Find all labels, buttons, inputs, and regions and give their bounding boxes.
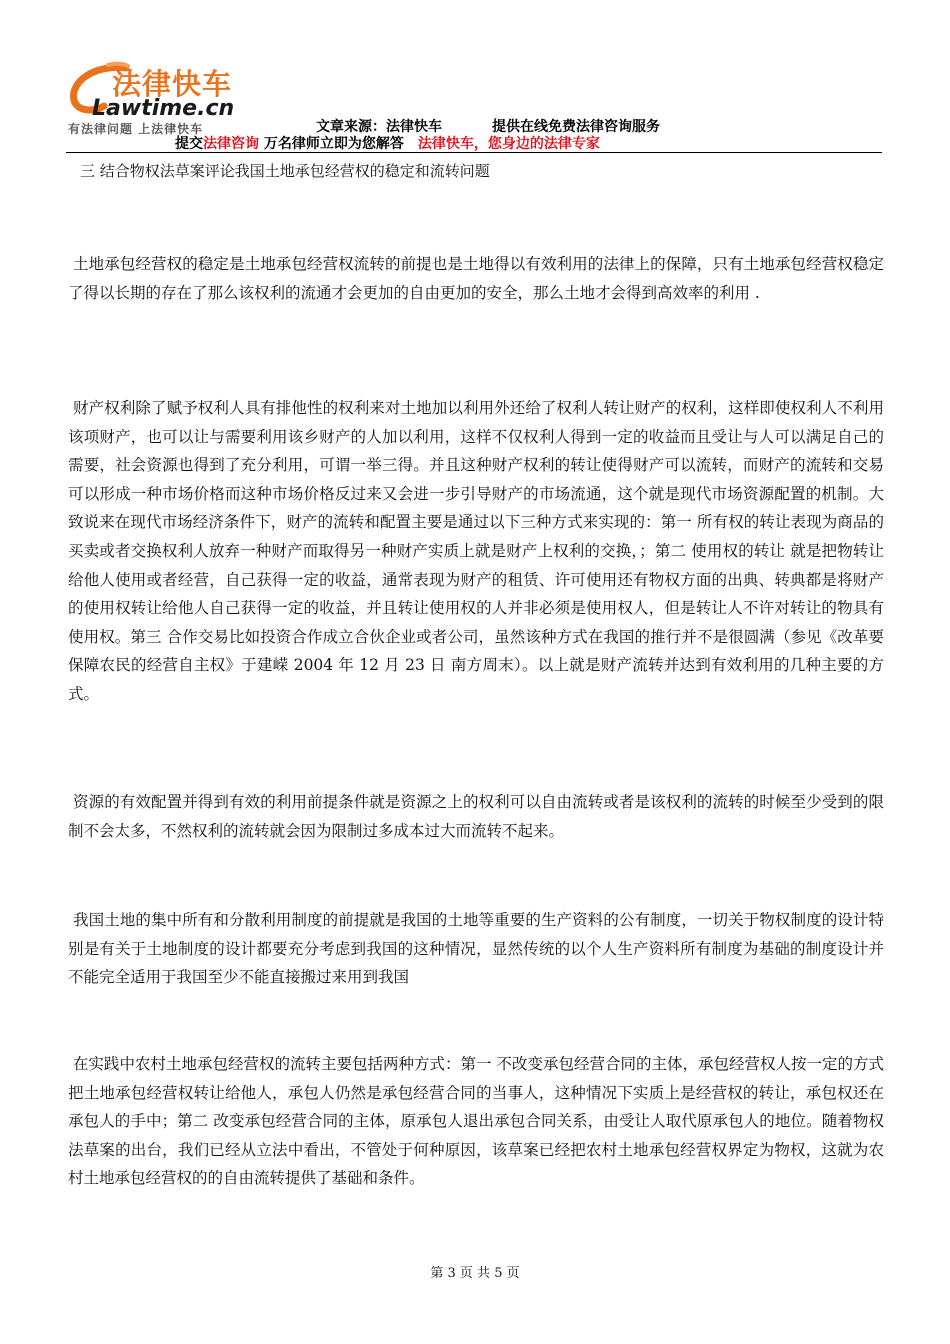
header-divider bbox=[66, 152, 882, 153]
header-promo-line bbox=[175, 133, 600, 153]
submit-prefix: 提交 bbox=[175, 136, 203, 152]
free-consult-service[interactable]: 提供在线免费法律咨询服务 bbox=[492, 119, 660, 135]
paragraph-3: 资源的有效配置并得到有效的利用前提条件就是资源之上的权利可以自由流转或者是该权利的流转的时候至少受到的限制不会太多，不然权利的流转就会因为限制过多成本过大而流转不起来。 bbox=[68, 793, 884, 840]
logo-name-en: Lawtime.cn bbox=[92, 96, 235, 121]
paragraph-5: 在实践中农村土地承包经营权的流转主要包括两种方式：第一 不改变承包经营合同的主体，承包经营权人按一定的方式把土地承包经营权转让给他人，承包人仍然是承包经营合同的当事人，这种情况下实质上是经营权的转让，承包权还在承包人的手中；第二 改变承包经营合同的主体，原承包人退出承包合同关系，由受让人取代原承包人的地位。随着物权法草案的出台，我们已经从立法中看出，不管处于何种原因，该草案已经把农村土地承包经营权界定为物权，这就为农村土地承包经营权的的自由流转提供了基础和条件。 bbox=[68, 1055, 884, 1188]
logo-name-cn: 法律快车 bbox=[112, 67, 233, 101]
page-number: 第 3 页 共 5 页 bbox=[430, 1266, 520, 1281]
logo-slogan: 有法律问题 上法律快车 bbox=[68, 122, 204, 136]
lawyers-answer-text: 万名律师立即为您解答 bbox=[263, 136, 404, 152]
brand-tagline: 法律快车，您身边的法律专家 bbox=[417, 136, 600, 152]
legal-consult-link[interactable]: 法律咨询 bbox=[203, 136, 259, 152]
lawtime-logo[interactable] bbox=[64, 60, 274, 134]
paragraph-4: 我国土地的集中所有和分散利用制度的前提就是我国的土地等重要的生产资料的公有制度，一切关于物权制度的设计特别是有关于土地制度的设计都要充分考虑到我国的这种情况，显然传统的以个人生产资料所有制度为基础的制度设计并不能完全适用于我国至少不能直接搬过来用到我国 bbox=[68, 911, 884, 987]
article-source: 文章来源：法律快车 bbox=[316, 119, 442, 135]
paragraph-2: 财产权利除了赋予权利人具有排他性的权利来对土地加以利用外还给了权利人转让财产的权利，这样即使权利人不利用该项财产，也可以让与需要利用该乡财产的人加以利用，这样不仅权利人得到一定的收益而且受让与人可以满足自己的需要，社会资源也得到了充分利用，可谓一举三得。并且这种财产权利的转让使得财产可以流转，而财产的流转和交易可以形成一种市场价格而这种市场价格反过来又会进一步引导财产的市场流通，这个就是现代市场资源配置的机制。大致说来在现代市场经济条件下，财产的流转和配置主要是通过以下三种方式来实现的：第一 所有权的转让表现为商品的买卖或者交换权利人放弃一种财产而取得另一种财产实质上就是财产上权利的交换，；第二 使用权的转让 就是把物转让给他人使用或者经营，自己获得一定的收益，通常表现为财产的租赁、许可使用还有物权方面的出典、转典都是将财产的使用权转让给他人自己获得一定的收益，并且转让使用权的人并非必须是使用权人，但是转让人不许对转让的物具有使用权。第三 合作交易比如投资合作成立合伙企业或者公司，虽然该种方式在我国的推行并不是很圆满（参见《改革要保障农民的经营自主权》于建嵘 2004 年 12 月 23 日 南方周末）。以上就是财产流转并达到有效利用的几种主要的方式。 bbox=[68, 399, 884, 703]
paragraph-1: 土地承包经营权的稳定是土地承包经营权流转的前提也是土地得以有效利用的法律上的保障，只有土地承包经营权稳定了得以长期的存在了那么该权利的流通才会更加的自由更加的安全，那么土地才会得到高效率的利用 . bbox=[68, 255, 884, 302]
section-title: 三 结合物权法草案评论我国土地承包经营权的稳定和流转问题 bbox=[80, 162, 490, 180]
document-header bbox=[0, 0, 950, 155]
